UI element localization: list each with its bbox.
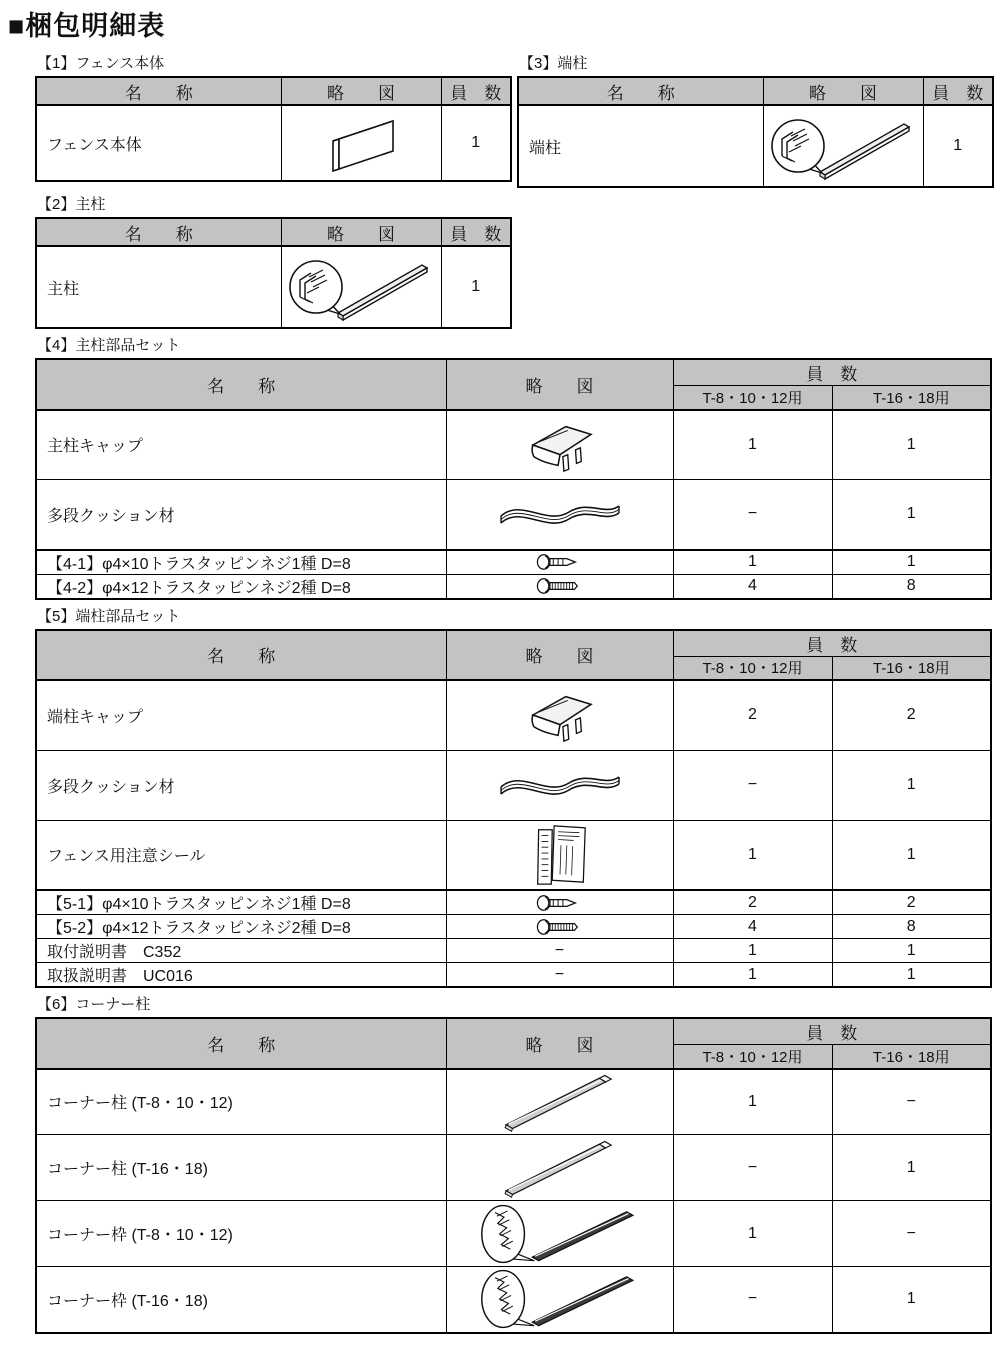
table-row [36, 480, 991, 550]
item-name: 主柱 [36, 246, 281, 328]
col-header-name: 名 称 [36, 359, 446, 410]
table-caption-1: 【1】フェンス本体 [37, 55, 165, 72]
col-header-name: 名 称 [36, 630, 446, 681]
diagram-cell [446, 410, 673, 480]
col-header-diagram: 略 図 [446, 1018, 673, 1069]
diagram-dash: − [446, 939, 673, 963]
table-row [36, 1267, 991, 1333]
diagram-cell [446, 1135, 673, 1201]
item-name: コーナー柱 (T-16・18) [36, 1135, 446, 1201]
item-qty-b: 1 [832, 1267, 991, 1333]
item-name: コーナー柱 (T-8・10・12) [36, 1069, 446, 1135]
item-qty-b: 1 [832, 410, 991, 480]
table-fence-body [35, 76, 512, 182]
diagram-dash: − [446, 963, 673, 988]
cushion-strip-icon [495, 494, 625, 534]
table-row [36, 939, 991, 963]
table-row [36, 963, 991, 988]
diagram-cell [446, 1069, 673, 1135]
item-qty-b: 1 [832, 820, 991, 890]
col-header-diagram: 略 図 [281, 77, 441, 105]
item-name: コーナー枠 (T-8・10・12) [36, 1201, 446, 1267]
table-caption-3: 【3】端柱 [519, 55, 588, 72]
truss-screw-type2-icon [536, 918, 584, 936]
col-header-diagram: 略 図 [446, 359, 673, 410]
table-row [36, 820, 991, 890]
item-qty-a: 2 [673, 680, 832, 750]
col-header-name: 名 称 [36, 218, 281, 246]
table-main-post [35, 217, 512, 329]
item-name: 主柱キャップ [36, 410, 446, 480]
col-header-diagram: 略 図 [281, 218, 441, 246]
item-qty-a: 1 [673, 939, 832, 963]
post-cap-icon [518, 414, 602, 476]
table-row [36, 246, 511, 328]
col-header-variant-b: T-16・18用 [832, 656, 991, 680]
table-row [36, 105, 511, 181]
item-qty-a: 4 [673, 574, 832, 599]
item-qty: 1 [441, 246, 511, 328]
diagram-cell [446, 915, 673, 939]
item-name: フェンス本体 [36, 105, 281, 181]
item-qty-b: 2 [832, 680, 991, 750]
item-name: 端柱 [518, 105, 763, 187]
table-row [36, 1135, 991, 1201]
item-qty-a: − [673, 750, 832, 820]
diagram-cell [446, 574, 673, 599]
table-caption-5: 【5】端柱部品セット [37, 607, 181, 625]
item-qty-b: 1 [832, 1135, 991, 1201]
table-caption-4: 【4】主柱部品セット [37, 337, 181, 354]
item-name: 多段クッション材 [36, 480, 446, 550]
item-qty-a: − [673, 1267, 832, 1333]
table-caption-6: 【6】コーナー柱 [37, 996, 151, 1013]
corner-post-rod-icon [485, 1070, 635, 1134]
table-row [518, 105, 993, 187]
item-qty-b: 1 [832, 939, 991, 963]
item-name: 取付説明書 C352 [36, 939, 446, 963]
diagram-cell [446, 820, 673, 890]
table-caption-2: 【2】主柱 [37, 196, 106, 213]
col-header-name: 名 称 [518, 77, 763, 105]
diagram-cell [446, 1201, 673, 1267]
item-qty: 1 [441, 105, 511, 181]
col-header-qty: 員 数 [441, 77, 511, 105]
col-header-qty: 員 数 [673, 1018, 991, 1045]
table-row [36, 410, 991, 480]
col-header-name: 名 称 [36, 77, 281, 105]
col-header-variant-a: T-8・10・12用 [673, 1045, 832, 1069]
table-row [36, 890, 991, 915]
post-with-magnifier-icon [768, 106, 918, 186]
item-qty-a: 2 [673, 890, 832, 915]
item-qty-b: 1 [832, 480, 991, 550]
item-qty-a: − [673, 480, 832, 550]
item-qty: 1 [923, 105, 993, 187]
table-end-post [517, 76, 994, 188]
item-qty-a: 4 [673, 915, 832, 939]
col-header-variant-a: T-8・10・12用 [673, 386, 832, 410]
item-name: 【5-1】φ4×10トラスタッピンネジ1種 D=8 [36, 890, 446, 915]
table-end-post-parts [35, 629, 992, 989]
table-block-5 [35, 607, 990, 989]
page-title: ■梱包明細表 [8, 11, 166, 41]
col-header-diagram: 略 図 [446, 630, 673, 681]
truss-screw-type1-icon [536, 553, 584, 571]
col-header-diagram: 略 図 [763, 77, 923, 105]
corner-post-rod-icon [485, 1136, 635, 1200]
item-qty-a: 1 [673, 410, 832, 480]
corner-frame-with-magnifier-icon [467, 1202, 653, 1266]
diagram-cell [446, 480, 673, 550]
diagram-cell [446, 1267, 673, 1333]
col-header-variant-a: T-8・10・12用 [673, 656, 832, 680]
table-block-3 [517, 54, 994, 188]
item-name: 【5-2】φ4×12トラスタッピンネジ2種 D=8 [36, 915, 446, 939]
item-name: 端柱キャップ [36, 680, 446, 750]
cushion-strip-icon [495, 765, 625, 805]
col-header-name: 名 称 [36, 1018, 446, 1069]
item-qty-b: 1 [832, 550, 991, 575]
item-name: 【4-2】φ4×12トラスタッピンネジ2種 D=8 [36, 574, 446, 599]
post-cap-icon [518, 684, 602, 746]
diagram-cell [446, 550, 673, 575]
diagram-cell [281, 105, 441, 181]
item-name: フェンス用注意シール [36, 820, 446, 890]
item-qty-b: 1 [832, 963, 991, 988]
item-qty-b: − [832, 1069, 991, 1135]
item-qty-a: 1 [673, 1069, 832, 1135]
table-block-2 [35, 195, 990, 329]
table-row [36, 550, 991, 575]
diagram-cell [763, 105, 923, 187]
table-row [36, 915, 991, 939]
top-tables-row [35, 54, 990, 188]
col-header-qty: 員 数 [923, 77, 993, 105]
item-qty-b: 8 [832, 915, 991, 939]
item-name: 【4-1】φ4×10トラスタッピンネジ1種 D=8 [36, 550, 446, 575]
item-name: 取扱説明書 UC016 [36, 963, 446, 988]
item-qty-a: − [673, 1135, 832, 1201]
col-header-variant-b: T-16・18用 [832, 1045, 991, 1069]
table-block-1 [35, 54, 512, 188]
caution-sticker-icon [528, 822, 592, 888]
item-qty-a: 1 [673, 963, 832, 988]
col-header-variant-b: T-16・18用 [832, 386, 991, 410]
table-row [36, 1069, 991, 1135]
item-qty-a: 1 [673, 1201, 832, 1267]
post-with-magnifier-icon [286, 247, 436, 327]
item-qty-b: 1 [832, 750, 991, 820]
col-header-qty: 員 数 [673, 359, 991, 386]
diagram-cell [446, 890, 673, 915]
table-main-post-parts [35, 358, 992, 600]
corner-frame-with-magnifier-icon [467, 1267, 653, 1331]
item-qty-a: 1 [673, 820, 832, 890]
item-name: コーナー枠 (T-16・18) [36, 1267, 446, 1333]
table-row [36, 1201, 991, 1267]
table-row [36, 750, 991, 820]
fence-panel-icon [319, 111, 403, 175]
diagram-cell [446, 750, 673, 820]
col-header-qty: 員 数 [441, 218, 511, 246]
item-qty-b: 2 [832, 890, 991, 915]
truss-screw-type2-icon [536, 577, 584, 595]
table-corner-post [35, 1017, 992, 1334]
diagram-cell [446, 680, 673, 750]
table-row [36, 574, 991, 599]
diagram-cell [281, 246, 441, 328]
col-header-qty: 員 数 [673, 630, 991, 657]
item-qty-b: 8 [832, 574, 991, 599]
table-row [36, 680, 991, 750]
table-block-6 [35, 995, 990, 1334]
table-block-4 [35, 336, 990, 600]
item-name: 多段クッション材 [36, 750, 446, 820]
item-qty-a: 1 [673, 550, 832, 575]
truss-screw-type1-icon [536, 894, 584, 912]
item-qty-b: − [832, 1201, 991, 1267]
